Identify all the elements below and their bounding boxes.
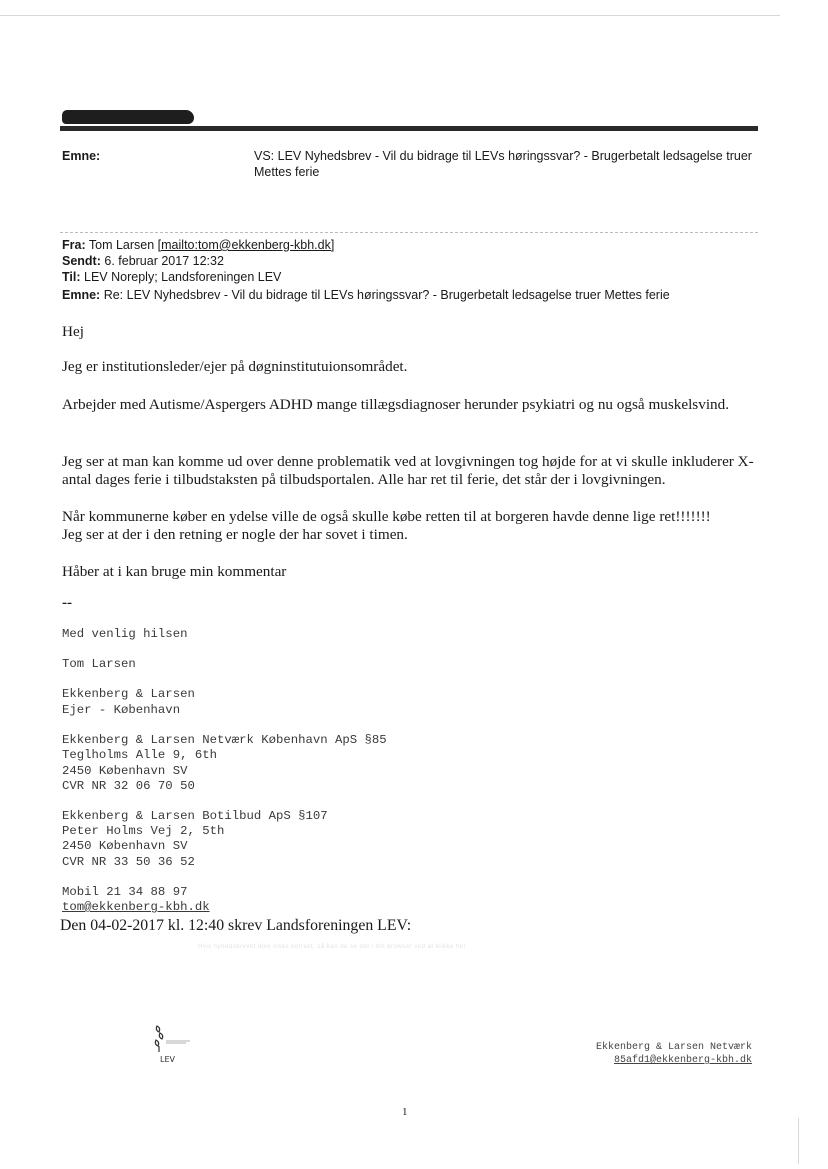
scan-top-line (0, 15, 780, 16)
signature-company: Ekkenberg & Larsen (62, 687, 195, 701)
page-number: 1 (402, 1106, 408, 1118)
sent-value: 6. februar 2017 12:32 (104, 254, 224, 268)
subject-label: Emne: (62, 288, 101, 302)
paragraph-1: Jeg er institutionsleder/ejer på døgninstitutuionsområdet. (62, 358, 408, 375)
from-label: Fra: (62, 238, 86, 252)
signature-name: Tom Larsen (62, 657, 136, 671)
paragraph-3-line-3: Jeg ser at der i den retning er nogle der har sovet i timen. (62, 526, 408, 543)
paragraph-3-line-2: Når kommunerne køber en ydelse ville de også skulle købe retten til at borgeren havde denne lige ret!!!!!!! (62, 508, 711, 525)
company-2-city: 2450 København SV (62, 764, 188, 778)
paragraph-4: Håber at i kan bruge min kommentar (62, 563, 287, 580)
from-line (62, 238, 334, 252)
from-mailto-link[interactable]: [mailto:tom@ekkenberg-kbh.dk] (157, 238, 335, 252)
company-2-name: Ekkenberg & Larsen Netværk København ApS §85 (62, 733, 387, 747)
subject-value: Re: LEV Nyhedsbrev - Vil du bidrage til LEVs høringssvar? - Brugerbetalt ledsagelse truer Mettes ferie (103, 288, 670, 302)
forward-subject-label: Emne: (62, 149, 101, 163)
to-line (62, 270, 281, 284)
quoted-faint-text: Hvis nyhedsbrevet ikke vises korrekt, så kan du se det i din browser ved at klikke her (198, 944, 467, 950)
company-3-city: 2450 København SV (62, 839, 188, 853)
separator-line (60, 232, 758, 233)
logo-lettering: LEV (160, 1055, 175, 1064)
signature-regards: Med venlig hilsen (62, 627, 188, 641)
signature-role: Ejer - København (62, 703, 181, 717)
header-rule (60, 126, 758, 131)
company-2-street: Teglholms Alle 9, 6th (62, 748, 217, 762)
to-value: LEV Noreply; Landsforeningen LEV (84, 270, 282, 284)
quoted-intro: Den 04-02-2017 kl. 12:40 skrev Landsforeningen LEV: (60, 917, 412, 934)
greeting: Hej (62, 323, 84, 340)
company-3-street: Peter Holms Vej 2, 5th (62, 824, 225, 838)
signature-dashes: -- (62, 594, 73, 611)
signature-email-link[interactable]: tom@ekkenberg-kbh.dk (62, 900, 210, 914)
paragraph-3: Jeg ser at man kan komme ud over denne problematik ved at lovgivningen tog højde for at vi skulle inkluderer X-antal dages ferie i tilbudstaksten på tilbudsportalen. Alle har ret til ferie, det står der i lovgivningen. (62, 453, 754, 488)
sent-line (62, 254, 224, 268)
company-3-name: Ekkenberg & Larsen Botilbud ApS §107 (62, 809, 328, 823)
to-label: Til: (62, 270, 81, 284)
subject-line (62, 288, 670, 302)
company-2-cvr: CVR NR 32 06 70 50 (62, 779, 195, 793)
footer-organization: Ekkenberg & Larsen Netværk (595, 1042, 752, 1053)
footer-email[interactable]: 85afd1@ekkenberg-kbh.dk (613, 1055, 752, 1066)
redacted-sender (62, 110, 194, 124)
forward-subject-value: VS: LEV Nyhedsbrev - Vil du bidrage til LEVs høringssvar? - Brugerbetalt ledsagelse truer Mettes ferie (254, 149, 752, 179)
scan-edge-line (798, 1118, 799, 1164)
sent-label: Sendt: (62, 254, 101, 268)
from-name: Tom Larsen (88, 238, 155, 252)
company-3-cvr: CVR NR 33 50 36 52 (62, 855, 195, 869)
lev-logo-icon (152, 1024, 194, 1066)
paragraph-2: Arbejder med Autisme/Aspergers ADHD mange tillægsdiagnoser herunder psykiatri og nu også muskelsvind. (62, 396, 730, 413)
signature-mobile: Mobil 21 34 88 97 (62, 885, 188, 899)
